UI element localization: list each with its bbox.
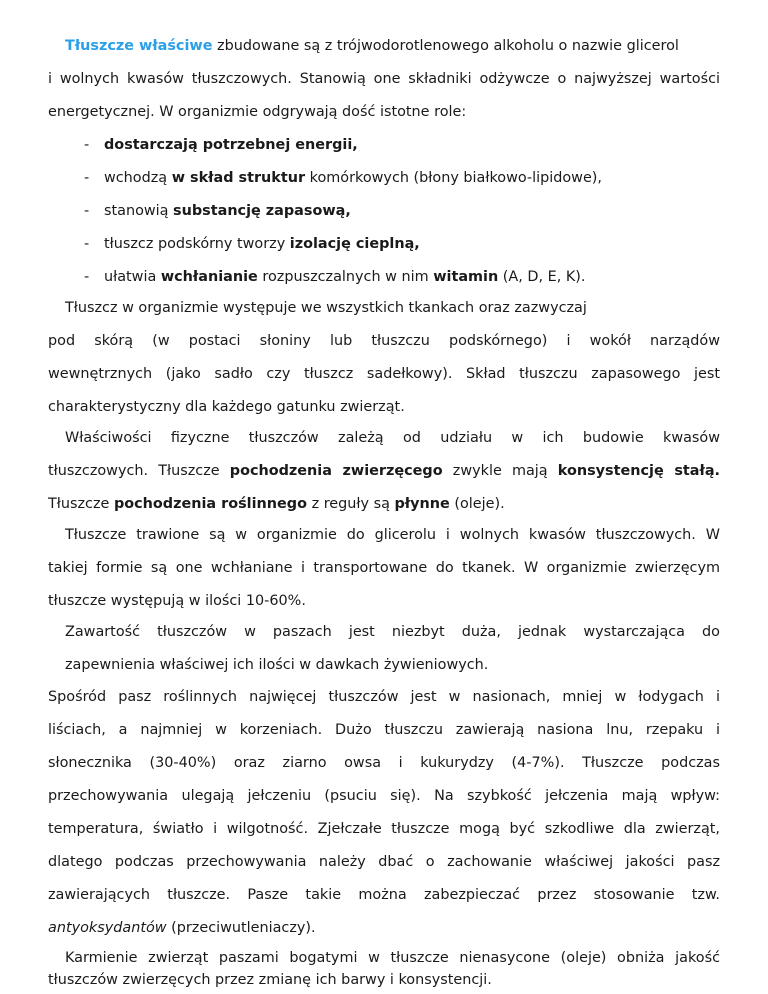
p7-line-2: tłuszczów zwierzęcych przez zmianę ich barwy i konsystencji. bbox=[48, 972, 492, 988]
p3-text: zwykle mają bbox=[442, 463, 558, 479]
p3-text-bold: pochodzenia zwierzęcego bbox=[229, 463, 443, 479]
p7-line-1: Karmienie zwierząt paszami bogatymi w tłuszcze nienasycone (oleje) obniża jakość bbox=[65, 950, 720, 966]
p3-text-bold: płynne bbox=[394, 496, 450, 512]
list-dash: - bbox=[84, 137, 90, 153]
p5-line-2: zapewnienia właściwej ich ilości w dawkach żywieniowych. bbox=[65, 657, 489, 673]
p3-line-2 bbox=[48, 455, 720, 487]
list-text-bold: izolację cieplną, bbox=[289, 236, 420, 252]
p3-line-1: Właściwości fizyczne tłuszczów zależą od udziału w ich budowie kwasów bbox=[65, 430, 720, 446]
p6-line-5: temperatura, światło i wilgotność. Zjełczałe tłuszcze mogą być szkodliwe dla zwierząt, bbox=[48, 821, 720, 837]
list-text: ułatwia bbox=[104, 269, 161, 285]
p2-line-2: pod skórą (w postaci słoniny lub tłuszczu podskórnego) i wokół narządów bbox=[48, 333, 720, 349]
list-text: rozpuszczalnych w nim bbox=[257, 269, 434, 285]
list-dash: - bbox=[84, 203, 90, 219]
list-item-vitamins bbox=[84, 261, 586, 293]
p1-line-1-text: zbudowane są z trójwodorotlenowego alkoholu o nazwie glicerol bbox=[212, 38, 679, 54]
p6-line-4: przechowywania ulegają jełczeniu (psuciu się). Na szybkość jełczenia mają wpływ: bbox=[48, 788, 720, 804]
p2-line-1: Tłuszcz w organizmie występuje we wszystkich tkankach oraz zazwyczaj bbox=[65, 300, 587, 316]
list-dash: - bbox=[84, 170, 90, 186]
p2-line-3: wewnętrznych (jako sadło czy tłuszcz sadełkowy). Skład tłuszczu zapasowego jest bbox=[48, 366, 720, 382]
list-text: komórkowych (błony białkowo-lipidowe), bbox=[305, 170, 602, 186]
list-text-bold: w skład struktur bbox=[171, 170, 306, 186]
p1-line-3: energetycznej. W organizmie odgrywają dość istotne role: bbox=[48, 104, 467, 120]
p6-line-2: liściach, a najmniej w korzeniach. Dużo tłuszczu zawierają nasiona lnu, rzepaku i bbox=[48, 722, 720, 738]
p3-text: Tłuszcze bbox=[48, 496, 114, 512]
p3-text-bold: konsystencję stałą. bbox=[557, 463, 720, 479]
p6-text-italic: antyoksydantów bbox=[48, 920, 167, 936]
p6-line-7: zawierających tłuszcze. Pasze takie można zabezpieczać przez stosowanie tzw. bbox=[48, 887, 720, 903]
p3-text-bold: pochodzenia roślinnego bbox=[113, 496, 307, 512]
p6-line-8 bbox=[48, 912, 720, 944]
list-item-insulation bbox=[84, 228, 420, 260]
list-text: tłuszcz podskórny tworzy bbox=[104, 236, 290, 252]
list-text-bold: wchłanianie bbox=[160, 269, 258, 285]
list-text: wchodzą bbox=[104, 170, 172, 186]
list-item-structures bbox=[84, 162, 602, 194]
p6-line-1: Spośród pasz roślinnych najwięcej tłuszczów jest w nasionach, mniej w łodygach i bbox=[48, 689, 720, 705]
p3-line-3 bbox=[48, 488, 720, 520]
list-dash: - bbox=[84, 236, 90, 252]
section-title: Tłuszcze właściwe bbox=[65, 38, 213, 54]
p3-text: (oleje). bbox=[449, 496, 505, 512]
list-item-reserve bbox=[84, 195, 351, 227]
p6-line-3: słonecznika (30-40%) oraz ziarno owsa i kukurydzy (4-7%). Tłuszcze podczas bbox=[48, 755, 720, 771]
list-text: stanowią bbox=[104, 203, 174, 219]
p3-text: z reguły są bbox=[307, 496, 395, 512]
list-dash: - bbox=[84, 269, 90, 285]
p6-line-6: dlatego podczas przechowywania należy dbać o zachowanie właściwej jakości pasz bbox=[48, 854, 720, 870]
p5-line-1: Zawartość tłuszczów w paszach jest niezbyt duża, jednak wystarczająca do bbox=[65, 624, 720, 640]
list-text-bold: witamin bbox=[433, 269, 499, 285]
p1-line-2: i wolnych kwasów tłuszczowych. Stanowią one składniki odżywcze o najwyższej wartości bbox=[48, 71, 720, 87]
p6-text: (przeciwutleniaczy). bbox=[166, 920, 316, 936]
p3-text: tłuszczowych. Tłuszcze bbox=[48, 463, 230, 479]
list-item-energy bbox=[84, 129, 358, 161]
p4-line-1: Tłuszcze trawione są w organizmie do glicerolu i wolnych kwasów tłuszczowych. W bbox=[65, 527, 720, 543]
list-text-bold: substancję zapasową, bbox=[173, 203, 351, 219]
p4-line-3: tłuszcze występują w ilości 10-60%. bbox=[48, 593, 306, 609]
list-item-energy-text: dostarczają potrzebnej energii, bbox=[104, 137, 358, 153]
p1-line-1 bbox=[65, 30, 720, 62]
list-text: (A, D, E, K). bbox=[498, 269, 586, 285]
p2-line-4: charakterystyczny dla każdego gatunku zwierząt. bbox=[48, 399, 405, 415]
p4-line-2: takiej formie są one wchłaniane i transportowane do tkanek. W organizmie zwierzęcym bbox=[48, 560, 720, 576]
